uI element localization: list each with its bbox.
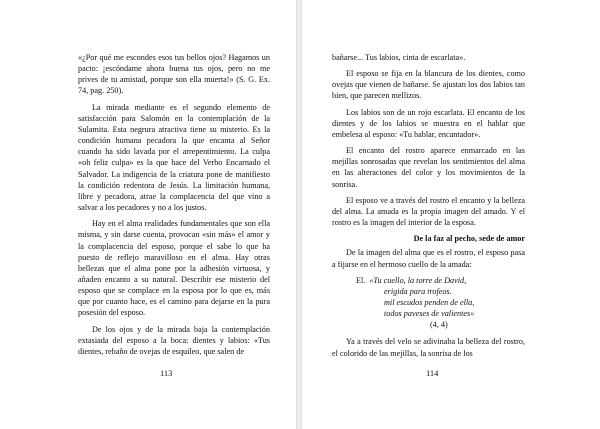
section-heading: De la faz al pecho, sede de amor xyxy=(413,234,525,244)
paragraph: Ya a través del velo se adivinaba la belleza del rostro, el colorido de las mejillas, la sonrisa de los xyxy=(332,337,525,358)
right-page xyxy=(302,0,600,429)
left-page-text xyxy=(78,52,270,362)
verse-line xyxy=(332,275,525,286)
paragraph: El encanto del rostro aparece enmarcado en las mejillas sonrosadas que revelan los sentimientos del alma en las alteraciones del color y los movimientos de la sonrisa. xyxy=(332,146,525,189)
verse-reference: (4, 4) xyxy=(430,320,448,330)
paragraph: El esposo ve a través del rostro el encanto y la belleza del alma. La amada es la propia imagen del amado. Y el rostro es la imagen del interior de la esposa. xyxy=(332,195,525,228)
verse-line: erigida para trofeos. xyxy=(384,286,452,296)
paragraph: De la imagen del alma que es el rostro, el esposo pasa a fijarse en el hermoso cuello de la amada: xyxy=(332,248,525,269)
right-page-text xyxy=(332,52,525,364)
paragraph: La mirada mediante es el segundo elemento de satisfacción para Salomón en la contemplación de la Sulamita. Esta negrura atractiva tiene su misterio. Es la condición humana pecadora la que encanta al Señor cuando ha sido lavada por el arrepentimiento. La culpa «oh feliz culpa» es la que hace del Verbo Encarnado el Salvador. La indigencia de la criatura pone de manifiesto la condición redentora de Jesús. La limitación humana, libre y pecadora, atrae la complacencia del que vino a salvar a los pecadores y no a los justos. xyxy=(78,102,270,213)
left-page xyxy=(0,0,296,429)
paragraph: bañarse... Tus labios, cinta de escarlata». xyxy=(332,53,466,62)
paragraph: De los ojos y de la mirada baja la contemplación extasiada del esposo a la boca: dientes y labios: «Tus dientes, rebaño de ovejas de esquileo, que salen de xyxy=(78,324,270,356)
paragraph: Los labios son de un rojo escarlata. El encanto de los dientes y de los labios se muestra en el hablar que embelesa al esposo: «Tu hablar, encantador». xyxy=(332,107,525,139)
verse-quote xyxy=(332,275,525,331)
verse-line: todos paveses de valientes» xyxy=(384,309,475,319)
verse-line-text: «Tu cuello, la torre de David, xyxy=(369,275,467,285)
verse-line: mil escudos penden de ella, xyxy=(384,297,475,307)
paragraph: El esposo se fija en la blancura de los dientes, como ovejas que vienen de bañarse. Se ajustan los dos labios tan bien, que parecen mellizos. xyxy=(332,69,525,101)
page-number: 114 xyxy=(426,368,439,378)
paragraph: «¿Por qué me escondes esos tus bellos ojos? Hagamos un pacto: ¡escóndame ahora buena tus ojos, pero no me prives de tu amistad, porque son ella muerta!» (S. G. Ex. 74, pag. 250). xyxy=(78,53,270,96)
verse-speaker: El. xyxy=(356,275,366,285)
paragraph: Hay en el alma realidades fundamentales que son ella misma, y sin darse cuenta, provocan «sin más» el amor y la complacencia del esposo, porque el sabe lo que ha puesto de reflejo maravilloso en el alma. Hay otras bellezas que el alma pone por la adhesión virtuosa, y añaden encanto a su natural. Describir ese misterio del esposo que se complace en la esposa por lo que es, más que por cuanto hace, es el camino para dejarse en la pura posesión del esposo. xyxy=(78,219,270,318)
page-number: 113 xyxy=(160,368,173,378)
